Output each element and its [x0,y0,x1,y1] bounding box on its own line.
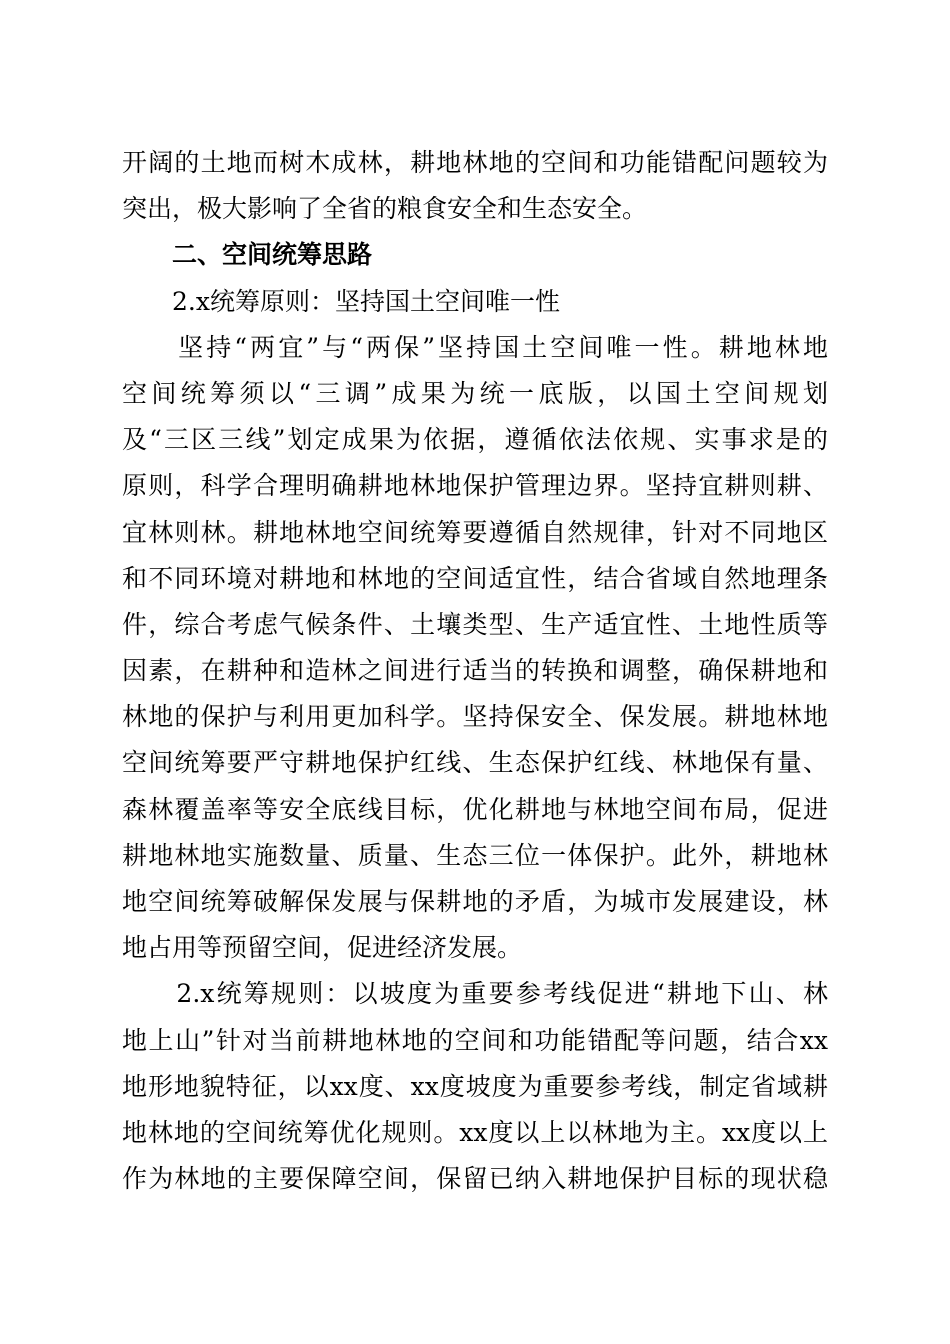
text-line: 作为林地的主要保障空间，保留已纳入耕地保护目标的现状稳 [122,1164,828,1194]
text-line: 2.x统筹规则：以坡度为重要参考线促进“耕地下山、林 [122,979,828,1009]
text-line: 地上山”针对当前耕地林地的空间和功能错配等问题，结合xx [122,1025,828,1055]
text-line: 突出，极大影响了全省的粮食安全和生态安全。 [122,194,648,224]
text-line: 林地的保护与利用更加科学。坚持保安全、保发展。耕地林地 [122,702,828,732]
text-line: 森林覆盖率等安全底线目标，优化耕地与林地空间布局，促进 [122,794,828,824]
text-line: 地林地的空间统筹优化规则。xx度以上以林地为主。xx度以上 [122,1117,828,1147]
text-line: 耕地林地实施数量、质量、生态三位一体保护。此外，耕地林 [122,840,828,870]
text-line: 和不同环境对耕地和林地的空间适宜性，结合省域自然地理条 [122,563,828,593]
text-line: 因素，在耕种和造林之间进行适当的转换和调整，确保耕地和 [122,656,828,686]
text-line: 开阔的土地而树木成林，耕地林地的空间和功能错配问题较为 [122,148,828,177]
text-line: 地空间统筹破解保发展与保耕地的矛盾，为城市发展建设，林 [122,887,828,916]
text-line: 地占用等预留空间，促进经济发展。 [122,933,523,963]
text-line: 原则，科学合理明确耕地林地保护管理边界。坚持宜耕则耕、 [122,471,828,501]
text-line: 坚持“两宜”与“两保”坚持国土空间唯一性。耕地林地 [122,332,828,362]
text-line: 件，综合考虑气候条件、土壤类型、生产适宜性、土地性质等 [122,609,828,639]
text-line: 空间统筹须以“三调”成果为统一底版，以国土空间规划 [122,378,828,408]
text-line: 及“三区三线”划定成果为依据，遵循依法依规、实事求是的 [122,425,828,455]
text-line: 2.x统筹原则：坚持国土空间唯一性 [172,286,560,316]
document-page [122,140,828,1202]
text-line: 空间统筹要严守耕地保护红线、生态保护红线、林地保有量、 [122,748,828,778]
text-line: 宜林则林。耕地林地空间统筹要遵循自然规律，针对不同地区 [122,517,828,547]
section-heading: 二、空间统筹思路 [172,240,373,270]
text-line: 地形地貌特征，以xx度、xx度坡度为重要参考线，制定省域耕 [122,1071,828,1101]
